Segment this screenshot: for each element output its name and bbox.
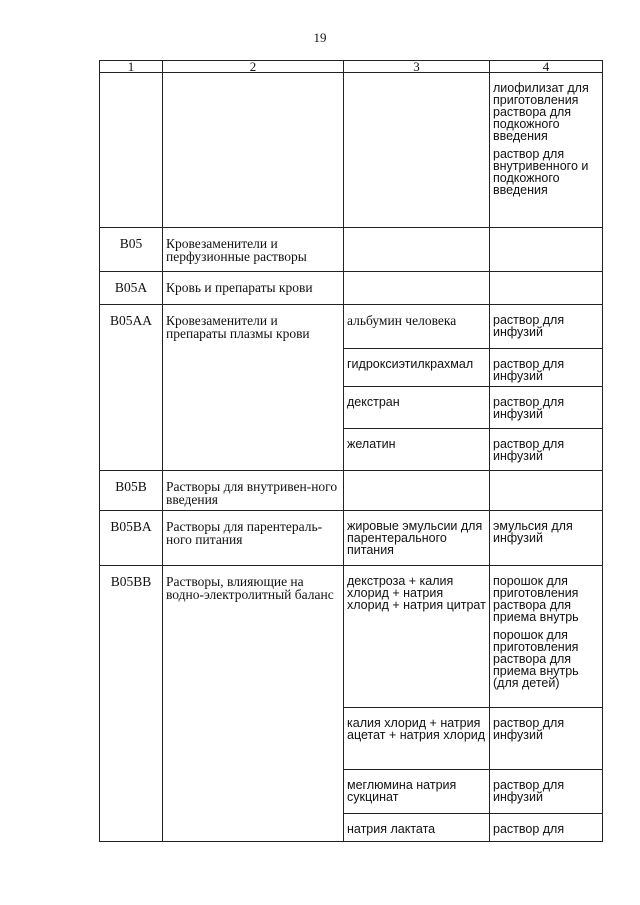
code-cell: B05BA (100, 511, 163, 566)
column-header: 3 (344, 61, 490, 73)
drug-cell (344, 471, 490, 511)
form-cell (490, 73, 603, 228)
name-cell: Кровезаменители и препараты плазмы крови (163, 305, 344, 471)
table-row (100, 272, 603, 305)
name-cell: Растворы для парентераль-ного питания (163, 511, 344, 566)
table-row (100, 228, 603, 272)
name-cell: Растворы для внутривен-ного введения (163, 471, 344, 511)
code-cell (100, 73, 163, 228)
code-cell: B05 (100, 228, 163, 272)
form-cell (490, 228, 603, 272)
drug-cell: альбумин человека (344, 305, 490, 349)
drug-cell (344, 272, 490, 305)
code-cell: B05B (100, 471, 163, 511)
form-cell: раствор для инфузий (490, 305, 603, 349)
drug-cell: гидроксиэтилкрахмал (344, 349, 490, 387)
drug-cell: декстран (344, 387, 490, 429)
table-row (100, 511, 603, 566)
drug-cell: декстроза + калия хлорид + натрия хлорид + натрия цитрат (344, 566, 490, 708)
form-cell: раствор для инфузий (490, 770, 603, 814)
drug-cell: жировые эмульсии для парентерального питания (344, 511, 490, 566)
column-header: 1 (100, 61, 163, 73)
form-cell: эмульсия для инфузий (490, 511, 603, 566)
code-cell: B05AA (100, 305, 163, 471)
drug-cell: желатин (344, 429, 490, 471)
dosage-form: лиофилизат для приготовления раствора для подкожного введения (493, 81, 589, 143)
form-cell (490, 272, 603, 305)
drug-cell: натрия лактата (344, 814, 490, 842)
name-cell: Кровезаменители и перфузионные растворы (163, 228, 344, 272)
table-row (100, 305, 603, 349)
dosage-form: порошок для приготовления раствора для приема внутрь (493, 574, 579, 624)
code-cell: B05A (100, 272, 163, 305)
drug-cell (344, 228, 490, 272)
name-cell: Кровь и препараты крови (163, 272, 344, 305)
form-cell: раствор для инфузий (490, 349, 603, 387)
drug-cell (344, 73, 490, 228)
drug-cell: меглюмина натрия сукцинат (344, 770, 490, 814)
form-cell: раствор для инфузий (490, 429, 603, 471)
header-row (100, 61, 603, 73)
dosage-form: порошок для приготовления раствора для приема внутрь (для детей) (493, 628, 579, 690)
column-header: 4 (490, 61, 603, 73)
page-number: 19 (313, 30, 327, 45)
drug-cell: калия хлорид + натрия ацетат + натрия хлорид (344, 708, 490, 770)
form-cell (490, 566, 603, 708)
column-header: 2 (163, 61, 344, 73)
form-cell: раствор для инфузий (490, 708, 603, 770)
form-cell: раствор для инфузий (490, 387, 603, 429)
drug-table (99, 60, 603, 842)
table-row (100, 471, 603, 511)
code-cell: B05BB (100, 566, 163, 842)
dosage-form: раствор для внутривенного и подкожного введения (493, 147, 589, 197)
table-row (100, 566, 603, 708)
name-cell: Растворы, влияющие на водно-электролитный баланс (163, 566, 344, 842)
form-cell: раствор для (490, 814, 603, 842)
name-cell (163, 73, 344, 228)
table-row (100, 73, 603, 228)
form-cell (490, 471, 603, 511)
